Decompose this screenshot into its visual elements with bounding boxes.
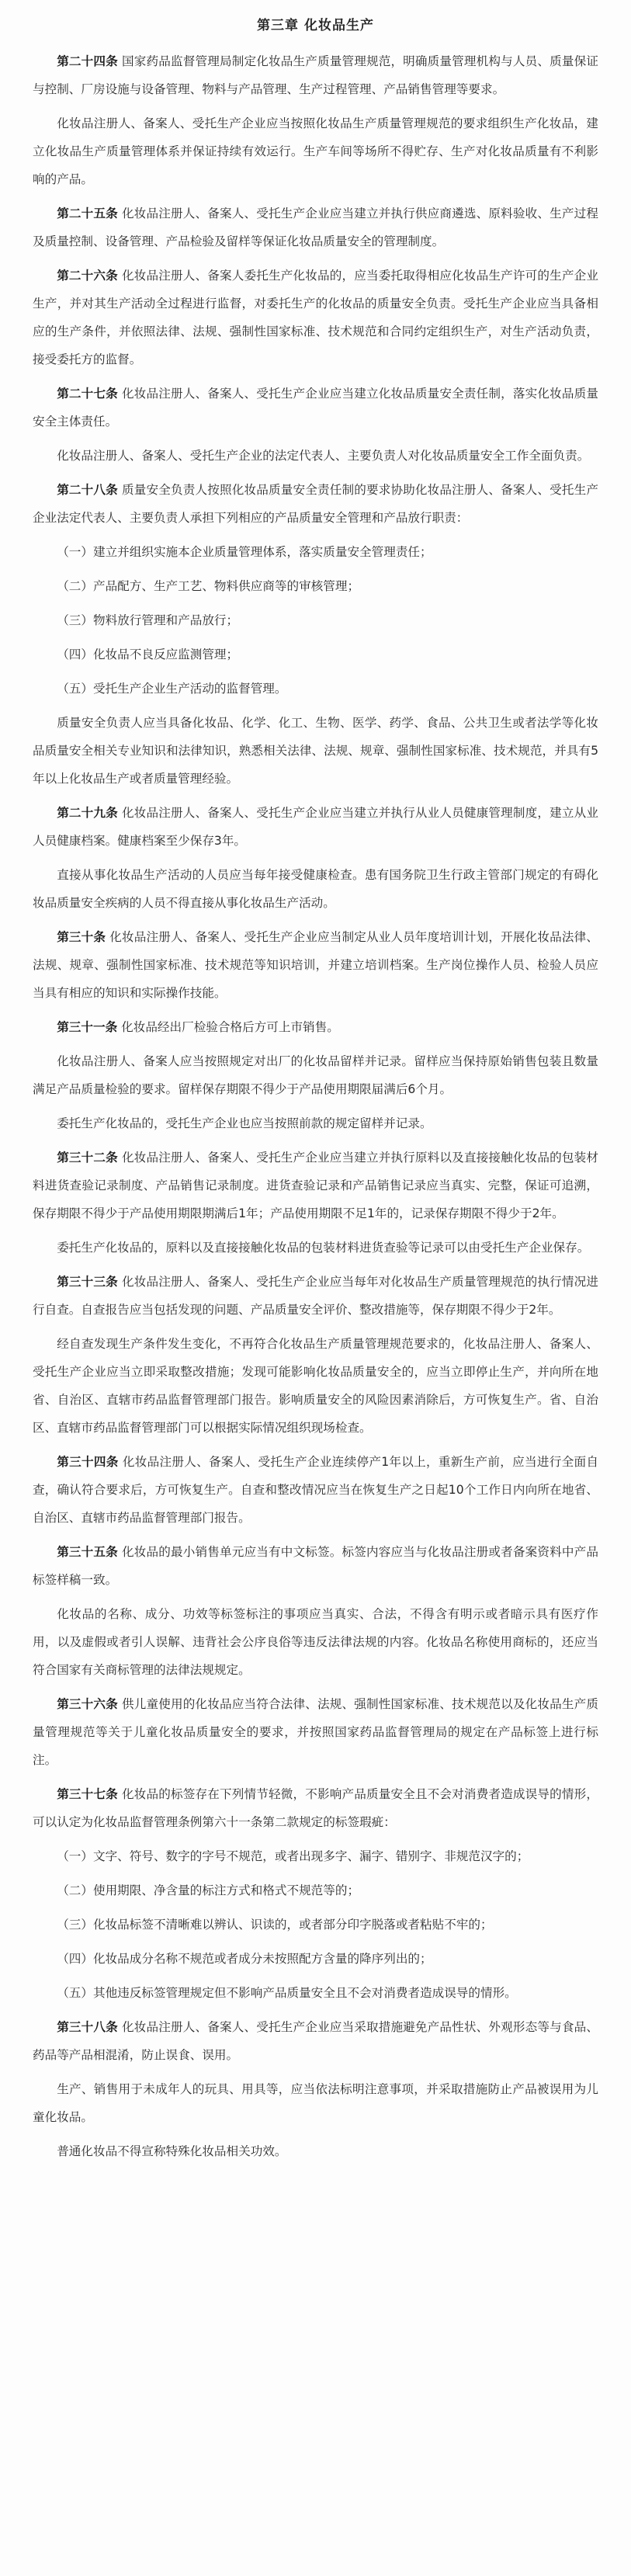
paragraph: [33, 1013, 598, 1041]
article-number: 第三十六条: [57, 1697, 118, 1711]
paragraph-text: 质量安全负责人应当具备化妆品、化学、化工、生物、医学、药学、食品、公共卫生或者法学等化妆品质量安全相关专业知识和法律知识，熟悉相关法律、法规、规章、强制性国家标准、技术规范，并具有5年以上化妆品生产或者质量管理经验。: [33, 716, 598, 786]
paragraph: [33, 262, 598, 373]
article-number: 第三十一条: [57, 1020, 118, 1034]
list-item: （五）其他违反标签管理规定但不影响产品质量安全且不会对消费者造成误导的情形。: [57, 1986, 517, 2000]
paragraph: [33, 1690, 598, 1774]
list-item: （五）受托生产企业生产活动的监督管理。: [57, 682, 287, 696]
paragraph: [33, 1268, 598, 1324]
section-articles-28-37: [33, 709, 598, 1836]
article-number: 第二十九条: [57, 806, 118, 820]
article-number: 第二十五条: [57, 207, 118, 220]
paragraph: [33, 1448, 598, 1532]
paragraph: [33, 923, 598, 1007]
paragraph-text: 化妆品的最小销售单元应当有中文标签。标签内容应当与化妆品注册或者备案资料中产品标签样稿一致。: [33, 1545, 598, 1587]
paragraph: [33, 2137, 598, 2165]
article-number: 第二十四条: [57, 54, 118, 68]
paragraph-text: 化妆品的名称、成分、功效等标签标注的事项应当真实、合法，不得含有明示或者暗示具有医疗作用，以及虚假或者引人误解、违背社会公序良俗等违反法律法规的内容。化妆品名称使用商标的，还应当符合国家有关商标管理的法律法规规定。: [33, 1607, 598, 1677]
article-number: 第二十六条: [57, 269, 118, 283]
article-number: 第二十七条: [57, 387, 118, 401]
list-item: （一）建立并组织实施本企业质量管理体系，落实质量安全管理责任；: [57, 545, 432, 559]
paragraph-text: 质量安全负责人按照化妆品质量安全责任制的要求协助化妆品注册人、备案人、受托生产企业法定代表人、主要负责人承担下列相应的产品质量安全管理和产品放行职责：: [33, 483, 598, 525]
paragraph: [33, 380, 598, 436]
article-number: 第二十八条: [57, 483, 118, 497]
paragraph-text: 化妆品注册人、备案人、受托生产企业应当制定从业人员年度培训计划，开展化妆品法律、法规、规章、强制性国家标准、技术规范等知识培训，并建立培训档案。生产岗位操作人员、检验人员应当具有相应的知识和实际操作技能。: [33, 930, 598, 1000]
list-item: （二）使用期限、净含量的标注方式和格式不规范等的；: [57, 1883, 360, 1897]
paragraph-text: 直接从事化妆品生产活动的人员应当每年接受健康检查。患有国务院卫生行政主管部门规定的有碍化妆品质量安全疾病的人员不得直接从事化妆品生产活动。: [33, 868, 598, 910]
paragraph-text: 化妆品注册人、备案人应当按照规定对出厂的化妆品留样并记录。留样应当保持原始销售包装且数量满足产品质量检验的要求。留样保存期限不得少于产品使用期限届满后6个月。: [33, 1054, 598, 1096]
paragraph-text: 化妆品注册人、备案人、受托生产企业连续停产1年以上，重新生产前，应当进行全面自查，确认符合要求后，方可恢复生产。自查和整改情况应当在恢复生产之日起10个工作日内向所在地省、自治区、直辖市药品监督管理部门报告。: [33, 1455, 598, 1525]
article-number: 第三十五条: [57, 1545, 118, 1559]
paragraph-text: 经自查发现生产条件发生变化，不再符合化妆品生产质量管理规范要求的，化妆品注册人、备案人、受托生产企业应当立即采取整改措施；发现可能影响化妆品质量安全的，应当立即停止生产，并向所在地省、自治区、直辖市药品监督管理部门报告。影响质量安全的风险因素消除后，方可恢复生产。省、自治区、直辖市药品监督管理部门可以根据实际情况组织现场检查。: [33, 1337, 598, 1435]
paragraph: [33, 1109, 598, 1137]
article-number: 第三十条: [57, 930, 106, 944]
paragraph-text: 普通化妆品不得宣称特殊化妆品相关功效。: [57, 2144, 287, 2158]
section-label-flaws-list: [33, 1842, 598, 2007]
paragraph: [33, 1600, 598, 1684]
article-number: 第三十二条: [57, 1151, 118, 1165]
paragraph: [33, 1144, 598, 1227]
paragraph: [33, 476, 598, 532]
paragraph: [33, 47, 598, 103]
article-number: 第三十四条: [57, 1455, 119, 1469]
paragraph: [33, 861, 598, 917]
paragraph-text: 化妆品注册人、备案人、受托生产企业应当建立化妆品质量安全责任制，落实化妆品质量安全主体责任。: [33, 387, 598, 429]
list-item: （四）化妆品不良反应监测管理；: [57, 647, 239, 661]
paragraph-text: 供儿童使用的化妆品应当符合法律、法规、强制性国家标准、技术规范以及化妆品生产质量管理规范等关于儿童化妆品质量安全的要求，并按照国家药品监督管理局的规定在产品标签上进行标注。: [33, 1697, 598, 1767]
paragraph: [33, 799, 598, 855]
paragraph-text: 化妆品注册人、备案人、受托生产企业应当每年对化妆品生产质量管理规范的执行情况进行自查。自查报告应当包括发现的问题、产品质量安全评价、整改措施等，保存期限不得少于2年。: [33, 1275, 598, 1317]
paragraph-text: 化妆品注册人、备案人、受托生产企业应当建立并执行从业人员健康管理制度，建立从业人员健康档案。健康档案至少保存3年。: [33, 806, 598, 848]
list-item: （三）化妆品标签不清晰难以辨认、识读的，或者部分印字脱落或者粘贴不牢的；: [57, 1918, 493, 1932]
paragraph: [33, 1047, 598, 1103]
paragraph: [33, 1538, 598, 1594]
list-item: （四）化妆品成分名称不规范或者成分未按照配方含量的降序列出的；: [57, 1952, 432, 1966]
paragraph: [33, 1234, 598, 1262]
article-number: 第三十三条: [57, 1275, 118, 1289]
paragraph-text: 化妆品注册人、备案人、受托生产企业的法定代表人、主要负责人对化妆品质量安全工作全面负责。: [57, 449, 590, 463]
paragraph-text: 化妆品注册人、备案人委托生产化妆品的，应当委托取得相应化妆品生产许可的生产企业生产，并对其生产活动全过程进行监督，对委托生产的化妆品的质量安全负责。受托生产企业应当具备相应的生产条件，并依照法律、法规、强制性国家标准、技术规范和合同约定组织生产，对生产活动负责，接受委托方的监督。: [33, 269, 598, 366]
list-item: （二）产品配方、生产工艺、物料供应商等的审核管理；: [57, 579, 360, 593]
section-article-38: [33, 2013, 598, 2165]
section-articles-24-28: [33, 47, 598, 532]
paragraph-text: 国家药品监督管理局制定化妆品生产质量管理规范，明确质量管理机构与人员、质量保证与控制、厂房设施与设备管理、物料与产品管理、生产过程管理、产品销售管理等要求。: [33, 54, 598, 96]
paragraph-text: 化妆品注册人、备案人、受托生产企业应当按照化妆品生产质量管理规范的要求组织生产化妆品，建立化妆品生产质量管理体系并保证持续有效运行。生产车间等场所不得贮存、生产对化妆品质量有不利影响的产品。: [33, 116, 598, 186]
paragraph: [33, 109, 598, 193]
paragraph-text: 生产、销售用于未成年人的玩具、用具等，应当依法标明注意事项，并采取措施防止产品被误用为儿童化妆品。: [33, 2082, 598, 2124]
paragraph: [33, 2013, 598, 2069]
section-duties-list: [33, 538, 598, 703]
paragraph-text: 化妆品经出厂检验合格后方可上市销售。: [121, 1020, 339, 1034]
paragraph-text: 化妆品的标签存在下列情节轻微，不影响产品质量安全且不会对消费者造成误导的情形，可以认定为化妆品监督管理条例第六十一条第二款规定的标签瑕疵：: [33, 1787, 598, 1829]
paragraph-text: 委托生产化妆品的，受托生产企业也应当按照前款的规定留样并记录。: [57, 1116, 432, 1130]
paragraph: [33, 442, 598, 470]
paragraph-text: 化妆品注册人、备案人、受托生产企业应当建立并执行原料以及直接接触化妆品的包装材料进货查验记录制度、产品销售记录制度。进货查验记录和产品销售记录应当真实、完整，保证可追溯，保存期限不得少于产品使用期限期满后1年；产品使用期限不足1年的，记录保存期限不得少于2年。: [33, 1151, 598, 1220]
paragraph: [33, 709, 598, 793]
paragraph: [33, 200, 598, 255]
chapter-title: 第三章 化妆品生产: [257, 18, 374, 33]
paragraph-text: 化妆品注册人、备案人、受托生产企业应当建立并执行供应商遴选、原料验收、生产过程及质量控制、设备管理、产品检验及留样等保证化妆品质量安全的管理制度。: [33, 207, 598, 248]
list-item: （一）文字、符号、数字的字号不规范，或者出现多字、漏字、错别字、非规范汉字的；: [57, 1849, 529, 1863]
list-item: （三）物料放行管理和产品放行；: [57, 613, 239, 627]
paragraph: [33, 2075, 598, 2131]
paragraph: [33, 1780, 598, 1836]
article-number: 第三十八条: [57, 2020, 118, 2034]
paragraph: [33, 1330, 598, 1442]
paragraph-text: 化妆品注册人、备案人、受托生产企业应当采取措施避免产品性状、外观形态等与食品、药品等产品相混淆，防止误食、误用。: [33, 2020, 598, 2062]
paragraph-text: 委托生产化妆品的，原料以及直接接触化妆品的包装材料进货查验等记录可以由受托生产企业保存。: [57, 1241, 590, 1255]
article-number: 第三十七条: [57, 1787, 118, 1801]
